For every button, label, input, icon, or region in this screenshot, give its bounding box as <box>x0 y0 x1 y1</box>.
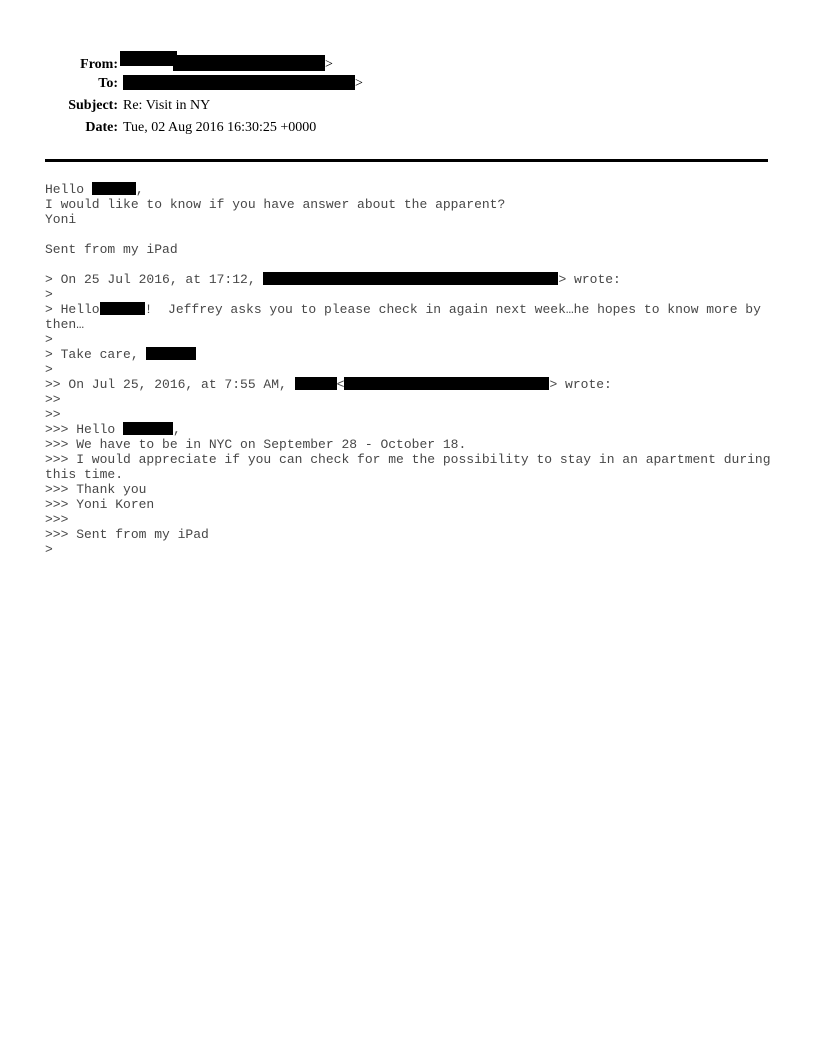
body-text: >>> Yoni Koren <box>45 497 155 512</box>
redaction-box <box>100 302 145 315</box>
body-line <box>45 227 771 242</box>
body-text: > Take care, <box>45 347 147 362</box>
header-row-date <box>0 117 363 139</box>
body-text: >> <box>45 407 61 422</box>
body-text: >>> Hello <box>45 422 124 437</box>
body-text: Yoni <box>45 212 77 227</box>
body-text: Sent from my iPad <box>45 242 178 257</box>
body-line <box>45 287 771 302</box>
body-line <box>45 257 771 272</box>
redaction-box <box>295 377 337 390</box>
body-line <box>45 497 771 512</box>
body-line <box>45 467 771 482</box>
redaction-box <box>92 182 136 195</box>
redaction-box <box>263 272 558 285</box>
body-line <box>45 392 771 407</box>
from-redactions <box>123 57 325 72</box>
to-suffix: > <box>355 76 363 91</box>
body-text: < <box>336 377 345 392</box>
body-text: >> <box>45 392 61 407</box>
body-line <box>45 542 771 557</box>
body-line <box>45 317 771 332</box>
body-line <box>45 482 771 497</box>
body-text: > <box>45 542 53 557</box>
body-text: , <box>173 422 181 437</box>
body-line <box>45 527 771 542</box>
email-body <box>45 182 771 557</box>
body-text: > <box>45 332 53 347</box>
redaction-box <box>344 377 549 390</box>
body-text: I would like to know if you have answer about the apparent? <box>45 197 506 212</box>
body-text: >>> I would appreciate if you can check for me the possibility to stay in an apartment during <box>45 452 771 467</box>
body-line <box>45 182 771 197</box>
redaction-box <box>173 55 325 71</box>
body-text: > <box>45 287 53 302</box>
body-line <box>45 302 771 317</box>
from-suffix: > <box>325 57 333 72</box>
body-text: > wrote: <box>549 377 612 392</box>
body-text: , <box>135 182 144 197</box>
email-header <box>0 51 363 139</box>
body-line <box>45 347 771 362</box>
body-text: > <box>45 362 53 377</box>
body-line <box>45 422 771 437</box>
body-text: >>> Sent from my iPad <box>45 527 209 542</box>
body-text: Hello <box>45 182 92 197</box>
to-label: To: <box>98 76 118 91</box>
header-row-subject <box>0 95 363 117</box>
body-text: >>> <box>45 512 69 527</box>
redaction-box <box>123 75 355 90</box>
date-label: Date: <box>85 120 118 135</box>
redaction-box <box>120 51 177 66</box>
subject-value: Re: Visit in NY <box>123 98 211 113</box>
header-row-from <box>0 51 363 73</box>
body-line <box>45 272 771 287</box>
body-line <box>45 512 771 527</box>
body-line <box>45 407 771 422</box>
body-text: > On 25 Jul 2016, at 17:12, <box>45 272 264 287</box>
redaction-box <box>146 347 196 360</box>
body-text: > wrote: <box>558 272 621 287</box>
to-redactions <box>123 76 355 91</box>
body-line <box>45 437 771 452</box>
date-value: Tue, 02 Aug 2016 16:30:25 +0000 <box>123 120 317 135</box>
body-text: then… <box>45 317 85 332</box>
subject-label: Subject: <box>68 98 118 113</box>
body-line <box>45 242 771 257</box>
body-text: > Hello <box>45 302 100 317</box>
body-line <box>45 212 771 227</box>
body-text: >>> We have to be in NYC on September 28 - October 18. <box>45 437 467 452</box>
body-line <box>45 197 771 212</box>
header-divider <box>45 159 768 162</box>
to-value <box>123 73 363 95</box>
body-line <box>45 332 771 347</box>
redaction-box <box>123 422 173 435</box>
header-row-to <box>0 73 363 95</box>
body-line <box>45 452 771 467</box>
body-line <box>45 377 771 392</box>
body-text: >>> Thank you <box>45 482 147 497</box>
body-line <box>45 362 771 377</box>
body-text: ! Jeffrey asks you to please check in again next week…he hopes to know more by <box>144 302 761 317</box>
from-label: From: <box>80 57 118 72</box>
body-text: >> On Jul 25, 2016, at 7:55 AM, <box>45 377 295 392</box>
body-text: this time. <box>45 467 124 482</box>
